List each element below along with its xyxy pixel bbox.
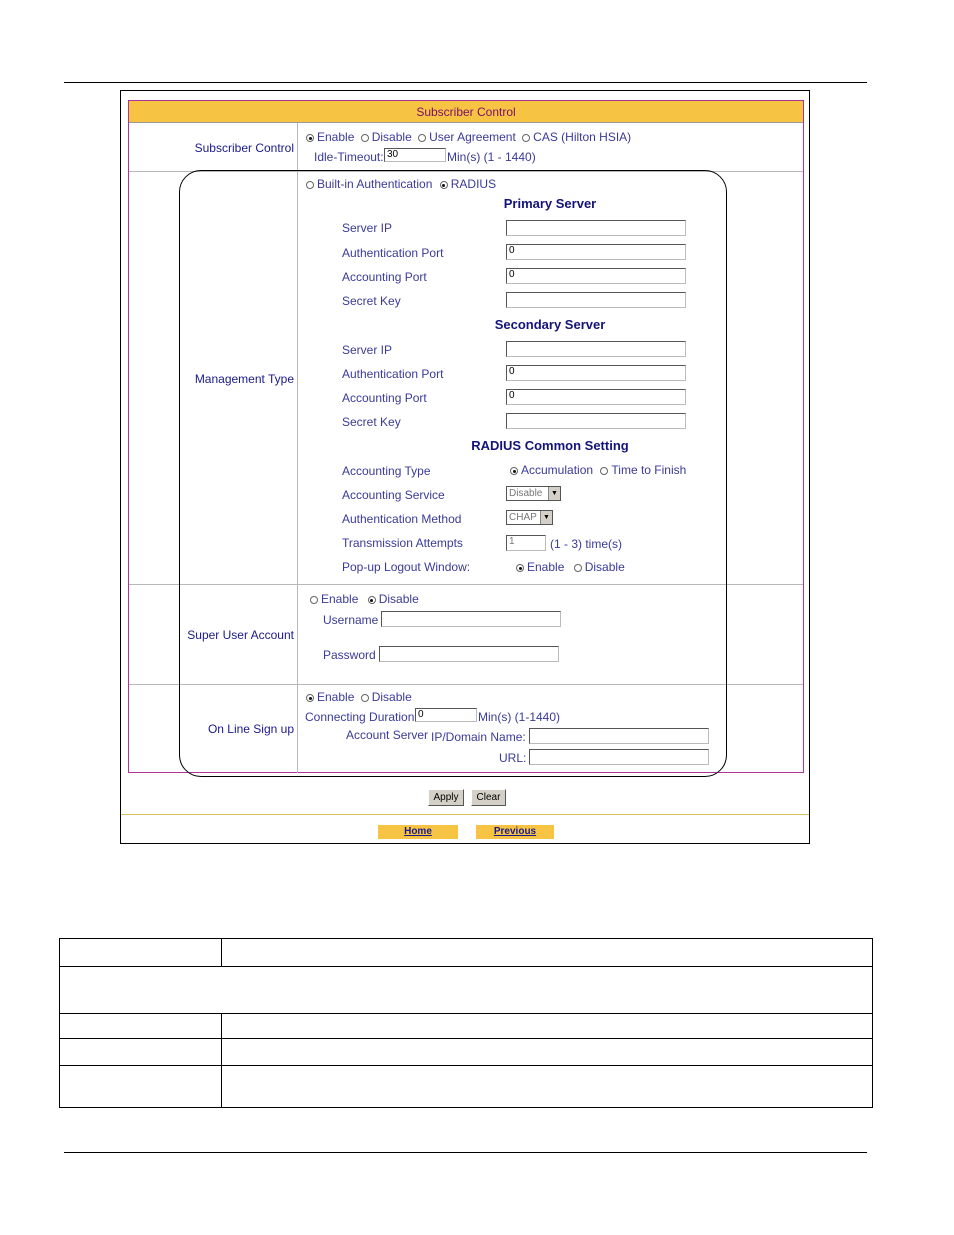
subscriber-disable-radio[interactable]: Disable [361,130,412,144]
primary-acct-port-input[interactable]: 0 [506,268,686,284]
table-row [60,939,873,967]
time-to-finish-radio[interactable]: Time to Finish [600,463,686,477]
secondary-server-heading: Secondary Server [494,317,606,332]
primary-acct-port-label: Accounting Port [342,270,427,284]
transmission-attempts-unit: (1 - 3) time(s) [550,537,622,551]
connecting-duration-unit: Min(s) (1-1440) [478,710,561,724]
connecting-duration-label: Connecting Duration [305,710,415,724]
radio-icon [306,134,314,142]
home-link[interactable]: Home [378,825,458,839]
primary-server-ip-input[interactable] [506,220,686,236]
url-label: URL: [499,751,527,765]
top-rule [64,82,867,83]
primary-auth-port-label: Authentication Port [342,246,444,260]
primary-secret-key-label: Secret Key [342,294,401,308]
super-user-disable-radio[interactable]: Disable [368,592,419,606]
radio-icon [574,564,582,572]
super-user-options [310,592,419,606]
radio-icon [361,694,369,702]
transmission-attempts-label: Transmission Attempts [342,536,463,550]
accounting-service-label: Accounting Service [342,488,445,502]
secondary-server-ip-input[interactable] [506,341,686,357]
clear-button[interactable]: Clear [471,789,506,806]
radio-icon [522,134,530,142]
table-cell [222,1039,873,1066]
idle-timeout-label: Idle-Timeout: [314,150,384,164]
document-table [59,938,873,1108]
table-row [60,1066,873,1108]
radius-common-heading: RADIUS Common Setting [471,438,629,453]
table-cell [222,939,873,967]
radio-icon [310,596,318,604]
username-label: Username [323,613,379,627]
accounting-service-select[interactable] [506,486,561,501]
radio-icon [368,596,376,604]
subscriber-user-agreement-radio[interactable]: User Agreement [418,130,516,144]
bottom-rule [64,1152,867,1153]
connecting-duration-input[interactable]: 0 [415,708,477,722]
table-cell [60,1014,222,1039]
accounting-service-value: Disable [509,488,543,499]
idle-timeout-input[interactable]: 30 [384,148,446,162]
radio-icon [516,564,524,572]
transmission-attempts-input[interactable]: 1 [506,535,546,551]
table-row [60,1014,873,1039]
popup-disable-radio[interactable]: Disable [574,560,625,574]
username-input[interactable] [381,611,561,627]
online-signup-label: On Line Sign up [207,722,294,736]
ip-domain-input[interactable] [529,728,709,744]
password-input[interactable] [379,646,559,662]
secondary-auth-port-label: Authentication Port [342,367,444,381]
ip-domain-label: IP/Domain Name: [431,730,526,744]
auth-method-label: Authentication Method [342,512,462,526]
password-label: Password [323,648,376,662]
super-user-label: Super User Account [187,628,294,642]
super-user-enable-radio[interactable]: Enable [310,592,358,606]
button-row-divider [121,814,809,815]
url-input[interactable] [529,749,709,765]
table-cell [222,1014,873,1039]
previous-link[interactable]: Previous [476,825,554,839]
management-type-options [306,177,496,191]
subscriber-control-label: Subscriber Control [194,141,294,155]
panel-title: Subscriber Control [129,101,803,123]
apply-button[interactable]: Apply [428,789,464,806]
primary-auth-port-input[interactable]: 0 [506,244,686,260]
auth-method-value: CHAP [509,512,537,523]
secondary-auth-port-input[interactable]: 0 [506,365,686,381]
popup-logout-label: Pop-up Logout Window: [342,560,471,574]
radio-icon [600,467,608,475]
radio-icon [306,181,314,189]
online-signup-enable-radio[interactable]: Enable [306,690,354,704]
online-signup-disable-radio[interactable]: Disable [361,690,412,704]
subscriber-cas-radio[interactable]: CAS (Hilton HSIA) [522,130,631,144]
table-row [60,967,873,1014]
accumulation-radio[interactable]: Accumulation [510,463,593,477]
table-cell [60,939,222,967]
secondary-server-ip-label: Server IP [342,343,393,357]
radius-radio[interactable]: RADIUS [440,177,496,191]
popup-logout-options [516,560,625,574]
popup-enable-radio[interactable]: Enable [516,560,564,574]
radio-icon [440,181,448,189]
subscriber-enable-radio[interactable]: Enable [306,130,354,144]
secondary-secret-key-label: Secret Key [342,415,401,429]
accounting-type-label: Accounting Type [342,464,431,478]
primary-server-ip-label: Server IP [342,221,393,235]
primary-server-heading: Primary Server [503,196,597,211]
subscriber-control-options [306,130,631,144]
radio-icon [510,467,518,475]
table-row [60,1039,873,1066]
account-server-label: Account Server [346,728,429,742]
idle-timeout-unit: Min(s) (1 - 1440) [447,150,536,164]
auth-method-select[interactable] [506,510,553,525]
accounting-type-options [510,463,686,477]
secondary-secret-key-input[interactable] [506,413,686,429]
radio-icon [361,134,369,142]
radio-icon [306,694,314,702]
secondary-acct-port-label: Accounting Port [342,391,427,405]
dropdown-arrow-icon: ▼ [540,511,552,524]
management-type-label: Management Type [194,372,294,386]
table-cell [60,967,873,1014]
table-cell [222,1066,873,1108]
online-signup-options [306,690,412,704]
radio-icon [418,134,426,142]
table-cell [60,1066,222,1108]
primary-secret-key-input[interactable] [506,292,686,308]
secondary-acct-port-input[interactable]: 0 [506,389,686,405]
table-cell [60,1039,222,1066]
dropdown-arrow-icon: ▼ [548,487,560,500]
builtin-auth-radio[interactable]: Built-in Authentication [306,177,432,191]
